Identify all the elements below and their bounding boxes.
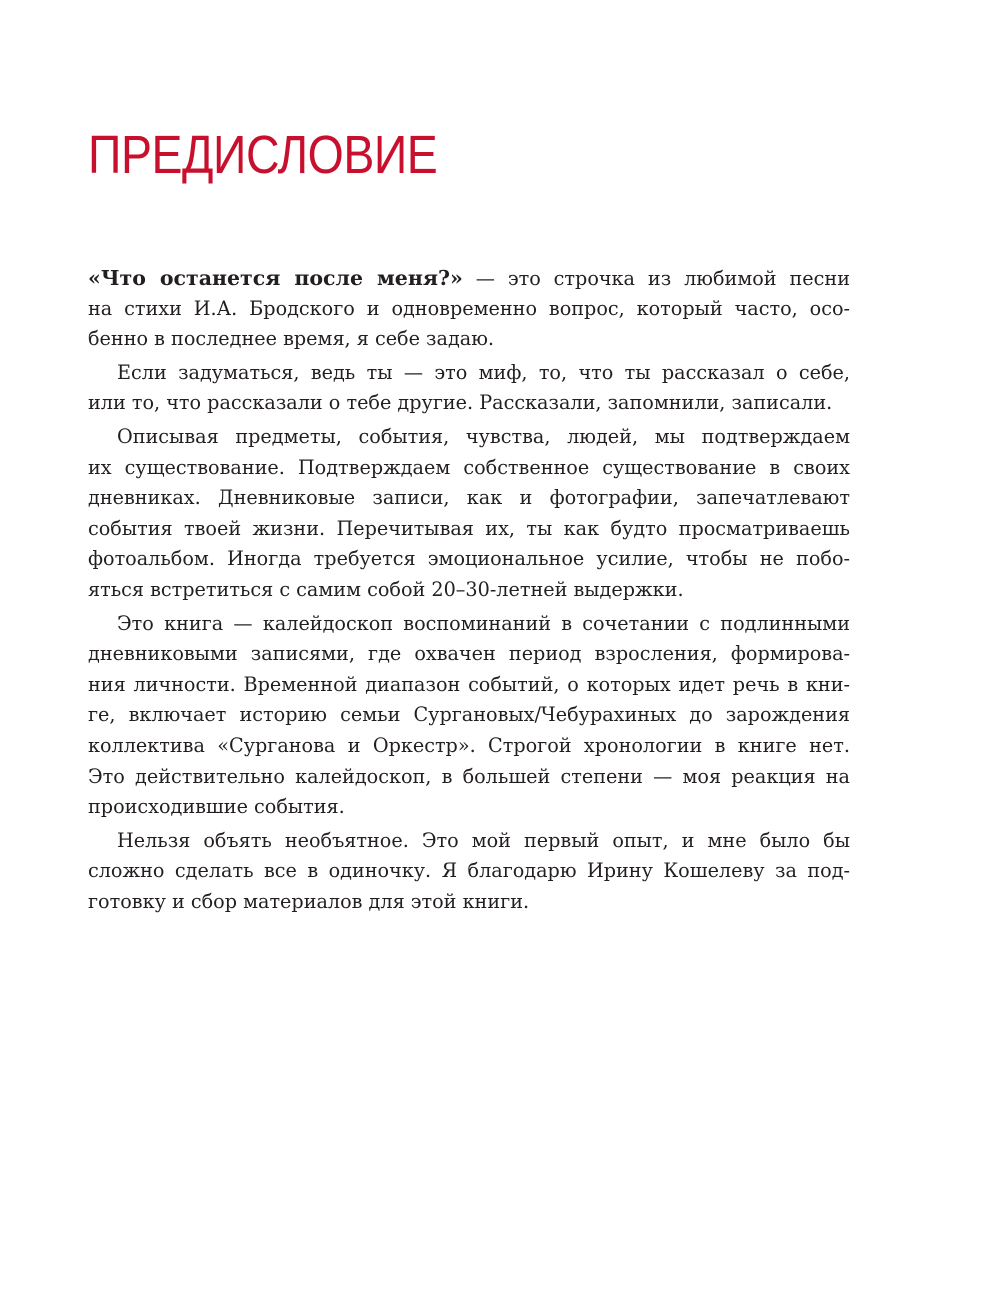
paragraph-line: «Что останется после меня?» — это строчка из любимой песни [88, 266, 850, 290]
paragraph-line: события твоей жизни. Перечитывая их, ты как будто просматриваешь [88, 516, 850, 540]
lead-quote: «Что останется после меня?» [88, 266, 463, 290]
paragraph-line: готовку и сбор материалов для этой книги. [88, 889, 530, 913]
paragraph-line: дневниках. Дневниковые записи, как и фотографии, запечатлевают [88, 486, 850, 510]
page-title: ПРЕДИСЛОВИЕ [88, 125, 438, 185]
paragraph-line: сложно сделать все в одиночку. Я благодарю Ирину Кошелеву за под- [88, 859, 850, 883]
paragraph-4 [88, 609, 850, 823]
paragraph-line: Это действительно калейдоскоп, в большей степени — моя реакция на [88, 764, 850, 788]
paragraph-line: яться встретиться с самим собой 20–30-летней выдержки. [88, 577, 684, 601]
paragraph-line: на стихи И.А. Бродского и одновременно вопрос, который часто, осо- [88, 296, 850, 320]
paragraph-line: дневниковыми записями, где охвачен период взросления, формирова- [88, 642, 850, 666]
paragraph-2 [88, 358, 850, 419]
paragraph-line: коллектива «Сурганова и Оркестр». Строгой хронологии в книге нет. [88, 733, 850, 757]
paragraph-line: ния личности. Временной диапазон событий, о которых идет речь в кни- [88, 672, 850, 696]
paragraph-line: бенно в последнее время, я себе задаю. [88, 327, 495, 351]
paragraph-5 [88, 826, 850, 918]
body-text [88, 263, 850, 917]
paragraph-line: ге, включает историю семьи Сургановых/Чебурахиных до зарождения [88, 703, 850, 727]
paragraph-line: Если задуматься, ведь ты — это миф, то, что ты рассказал о себе, [117, 360, 850, 384]
paragraph-line: Описывая предметы, события, чувства, людей, мы подтверждаем [117, 424, 850, 448]
paragraph-line: Это книга — калейдоскоп воспоминаний в сочетании с подлинными [117, 611, 850, 635]
paragraph-line: Нельзя объять необъятное. Это мой первый опыт, и мне было бы [117, 828, 850, 852]
paragraph-line: фотоальбом. Иногда требуется эмоциональное усилие, чтобы не побо- [88, 547, 850, 571]
paragraph-1 [88, 263, 850, 355]
paragraph-line: их существование. Подтверждаем собственное существование в своих [88, 455, 850, 479]
paragraph-3 [88, 422, 850, 606]
paragraph-line: происходившие события. [88, 795, 345, 819]
paragraph-line: или то, что рассказали о тебе другие. Рассказали, запомнили, записали. [88, 391, 833, 415]
